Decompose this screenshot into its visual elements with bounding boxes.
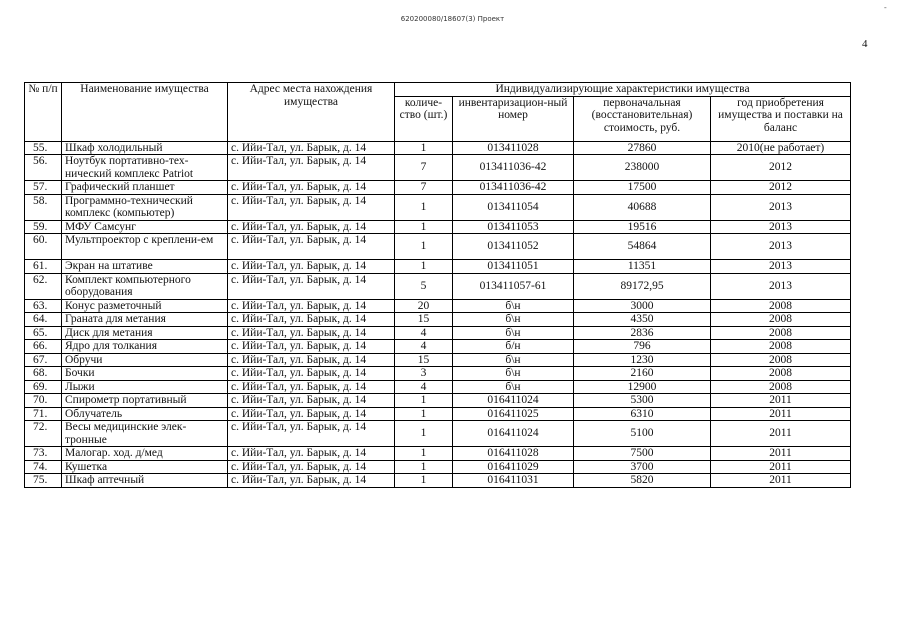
row-number: 62.: [25, 273, 62, 299]
column-header-qty: количе-ство (шт.): [395, 96, 453, 141]
row-number: 61.: [25, 260, 62, 274]
document-id: 620200080/18607(3) Проект: [400, 15, 505, 23]
item-inventory-number: 013411051: [453, 260, 574, 274]
table-row: [25, 155, 851, 181]
item-quantity: 1: [395, 394, 453, 408]
item-inventory-number: 013411052: [453, 234, 574, 260]
item-year: 2011: [711, 447, 851, 461]
item-year: 2013: [711, 220, 851, 234]
item-cost: 796: [574, 340, 711, 354]
item-year: 2011: [711, 407, 851, 421]
item-inventory-number: 016411024: [453, 394, 574, 408]
item-quantity: 1: [395, 141, 453, 155]
row-number: 72.: [25, 421, 62, 447]
item-cost: 17500: [574, 181, 711, 195]
item-address: с. Ийи-Тал, ул. Барык, д. 14: [228, 394, 395, 408]
item-year: 2013: [711, 194, 851, 220]
item-name: Шкаф аптечный: [62, 474, 228, 488]
table-row: [25, 220, 851, 234]
item-quantity: 4: [395, 380, 453, 394]
row-number: 60.: [25, 234, 62, 260]
item-cost: 40688: [574, 194, 711, 220]
table-row: [25, 367, 851, 381]
row-number: 65.: [25, 326, 62, 340]
item-address: с. Ийи-Тал, ул. Барык, д. 14: [228, 260, 395, 274]
item-inventory-number: 016411024: [453, 421, 574, 447]
item-year: 2008: [711, 340, 851, 354]
row-number: 68.: [25, 367, 62, 381]
item-year: 2010(не работает): [711, 141, 851, 155]
row-number: 59.: [25, 220, 62, 234]
item-inventory-number: 016411029: [453, 460, 574, 474]
table-row: [25, 194, 851, 220]
item-address: с. Ийи-Тал, ул. Барык, д. 14: [228, 421, 395, 447]
column-header-cost: первоначальная (восстановительная) стоимость, руб.: [574, 96, 711, 141]
item-name: Граната для метания: [62, 313, 228, 327]
row-number: 70.: [25, 394, 62, 408]
row-number: 64.: [25, 313, 62, 327]
item-address: с. Ийи-Тал, ул. Барык, д. 14: [228, 407, 395, 421]
item-name: Кушетка: [62, 460, 228, 474]
item-quantity: 1: [395, 194, 453, 220]
item-name: Шкаф холодильный: [62, 141, 228, 155]
column-header-year: год приобретения имущества и поставки на баланс: [711, 96, 851, 141]
row-number: 57.: [25, 181, 62, 195]
item-name: Бочки: [62, 367, 228, 381]
item-name: Обручи: [62, 353, 228, 367]
item-cost: 5300: [574, 394, 711, 408]
item-quantity: 1: [395, 447, 453, 461]
item-address: с. Ийи-Тал, ул. Барык, д. 14: [228, 234, 395, 260]
item-inventory-number: б\н: [453, 299, 574, 313]
item-quantity: 1: [395, 260, 453, 274]
item-year: 2011: [711, 460, 851, 474]
item-inventory-number: 016411025: [453, 407, 574, 421]
row-number: 71.: [25, 407, 62, 421]
property-table: [24, 82, 851, 488]
table-row: [25, 407, 851, 421]
item-address: с. Ийи-Тал, ул. Барык, д. 14: [228, 474, 395, 488]
item-inventory-number: б\н: [453, 326, 574, 340]
item-inventory-number: 013411036-42: [453, 181, 574, 195]
item-name: МФУ Самсунг: [62, 220, 228, 234]
item-cost: 3000: [574, 299, 711, 313]
row-number: 58.: [25, 194, 62, 220]
item-quantity: 1: [395, 421, 453, 447]
item-address: с. Ийи-Тал, ул. Барык, д. 14: [228, 353, 395, 367]
item-name: Комплект компьютерного оборудования: [62, 273, 228, 299]
row-number: 63.: [25, 299, 62, 313]
item-address: с. Ийи-Тал, ул. Барык, д. 14: [228, 326, 395, 340]
table-row: [25, 234, 851, 260]
item-address: с. Ийи-Тал, ул. Барык, д. 14: [228, 460, 395, 474]
item-address: с. Ийи-Тал, ул. Барык, д. 14: [228, 340, 395, 354]
item-quantity: 1: [395, 474, 453, 488]
item-quantity: 15: [395, 353, 453, 367]
item-address: с. Ийи-Тал, ул. Барык, д. 14: [228, 194, 395, 220]
item-name: Конус разметочный: [62, 299, 228, 313]
item-year: 2013: [711, 234, 851, 260]
item-year: 2011: [711, 421, 851, 447]
item-year: 2008: [711, 367, 851, 381]
item-year: 2012: [711, 155, 851, 181]
item-inventory-number: б/н: [453, 340, 574, 354]
item-cost: 4350: [574, 313, 711, 327]
item-inventory-number: б\н: [453, 313, 574, 327]
item-quantity: 4: [395, 326, 453, 340]
item-name: Мультпроектор с креплени-ем: [62, 234, 228, 260]
item-cost: 5100: [574, 421, 711, 447]
row-number: 75.: [25, 474, 62, 488]
table-row: [25, 181, 851, 195]
table-row: [25, 313, 851, 327]
table-body: [25, 141, 851, 487]
column-group-header: Индивидуализирующие характеристики имущества: [395, 83, 851, 97]
item-cost: 27860: [574, 141, 711, 155]
item-cost: 12900: [574, 380, 711, 394]
item-year: 2008: [711, 326, 851, 340]
table-row: [25, 299, 851, 313]
item-quantity: 20: [395, 299, 453, 313]
row-number: 74.: [25, 460, 62, 474]
item-cost: 5820: [574, 474, 711, 488]
item-address: с. Ийи-Тал, ул. Барык, д. 14: [228, 299, 395, 313]
item-address: с. Ийи-Тал, ул. Барык, д. 14: [228, 380, 395, 394]
item-quantity: 3: [395, 367, 453, 381]
item-cost: 2836: [574, 326, 711, 340]
item-cost: 238000: [574, 155, 711, 181]
item-quantity: 15: [395, 313, 453, 327]
item-cost: 19516: [574, 220, 711, 234]
item-year: 2012: [711, 181, 851, 195]
item-cost: 54864: [574, 234, 711, 260]
item-inventory-number: б\н: [453, 367, 574, 381]
table-header: [25, 83, 851, 142]
table-row: [25, 273, 851, 299]
page-number: 4: [862, 38, 868, 50]
item-cost: 2160: [574, 367, 711, 381]
table-row: [25, 447, 851, 461]
item-quantity: 4: [395, 340, 453, 354]
item-address: с. Ийи-Тал, ул. Барык, д. 14: [228, 155, 395, 181]
row-number: 55.: [25, 141, 62, 155]
item-address: с. Ийи-Тал, ул. Барык, д. 14: [228, 447, 395, 461]
row-number: 67.: [25, 353, 62, 367]
item-cost: 11351: [574, 260, 711, 274]
row-number: 69.: [25, 380, 62, 394]
table-row: [25, 141, 851, 155]
item-name: Малогар. ход. д/мед: [62, 447, 228, 461]
item-inventory-number: 013411057-61: [453, 273, 574, 299]
item-quantity: 1: [395, 234, 453, 260]
item-name: Облучатель: [62, 407, 228, 421]
item-cost: 3700: [574, 460, 711, 474]
item-quantity: 5: [395, 273, 453, 299]
item-inventory-number: 013411054: [453, 194, 574, 220]
row-number: 56.: [25, 155, 62, 181]
item-year: 2008: [711, 380, 851, 394]
column-header-num: № п/п: [25, 83, 62, 142]
item-name: Весы медицинские элек-тронные: [62, 421, 228, 447]
item-cost: 1230: [574, 353, 711, 367]
table-row: [25, 474, 851, 488]
item-inventory-number: 013411028: [453, 141, 574, 155]
item-address: с. Ийи-Тал, ул. Барык, д. 14: [228, 141, 395, 155]
item-quantity: 7: [395, 155, 453, 181]
item-name: Лыжи: [62, 380, 228, 394]
item-name: Ядро для толкания: [62, 340, 228, 354]
item-cost: 89172,95: [574, 273, 711, 299]
table-row: [25, 340, 851, 354]
item-name: Программно-технический комплекс (компьютер): [62, 194, 228, 220]
item-address: с. Ийи-Тал, ул. Барык, д. 14: [228, 220, 395, 234]
item-quantity: 1: [395, 220, 453, 234]
item-name: Экран на штативе: [62, 260, 228, 274]
item-inventory-number: б\н: [453, 353, 574, 367]
item-name: Графический планшет: [62, 181, 228, 195]
table-row: [25, 380, 851, 394]
item-name: Спирометр портативный: [62, 394, 228, 408]
item-year: 2013: [711, 273, 851, 299]
table-row: [25, 353, 851, 367]
item-address: с. Ийи-Тал, ул. Барык, д. 14: [228, 313, 395, 327]
item-inventory-number: 013411036-42: [453, 155, 574, 181]
table-row: [25, 326, 851, 340]
table-row: [25, 394, 851, 408]
item-year: 2008: [711, 313, 851, 327]
table-row: [25, 460, 851, 474]
item-name: Ноутбук портативно-тех-нический комплекс Patriot: [62, 155, 228, 181]
item-year: 2008: [711, 299, 851, 313]
row-number: 73.: [25, 447, 62, 461]
table-row: [25, 421, 851, 447]
item-year: 2013: [711, 260, 851, 274]
item-name: Диск для метания: [62, 326, 228, 340]
item-quantity: 1: [395, 460, 453, 474]
item-cost: 6310: [574, 407, 711, 421]
item-inventory-number: б\н: [453, 380, 574, 394]
item-inventory-number: 016411028: [453, 447, 574, 461]
table-row: [25, 260, 851, 274]
column-header-address: Адрес места нахождения имущества: [228, 83, 395, 142]
item-address: с. Ийи-Тал, ул. Барык, д. 14: [228, 181, 395, 195]
item-address: с. Ийи-Тал, ул. Барык, д. 14: [228, 367, 395, 381]
item-cost: 7500: [574, 447, 711, 461]
column-header-inv: инвентаризацион-ный номер: [453, 96, 574, 141]
column-header-name: Наименование имущества: [62, 83, 228, 142]
row-number: 66.: [25, 340, 62, 354]
corner-mark: -: [884, 3, 887, 12]
item-address: с. Ийи-Тал, ул. Барык, д. 14: [228, 273, 395, 299]
item-inventory-number: 016411031: [453, 474, 574, 488]
item-quantity: 7: [395, 181, 453, 195]
item-quantity: 1: [395, 407, 453, 421]
item-year: 2011: [711, 394, 851, 408]
item-inventory-number: 013411053: [453, 220, 574, 234]
item-year: 2011: [711, 474, 851, 488]
item-year: 2008: [711, 353, 851, 367]
